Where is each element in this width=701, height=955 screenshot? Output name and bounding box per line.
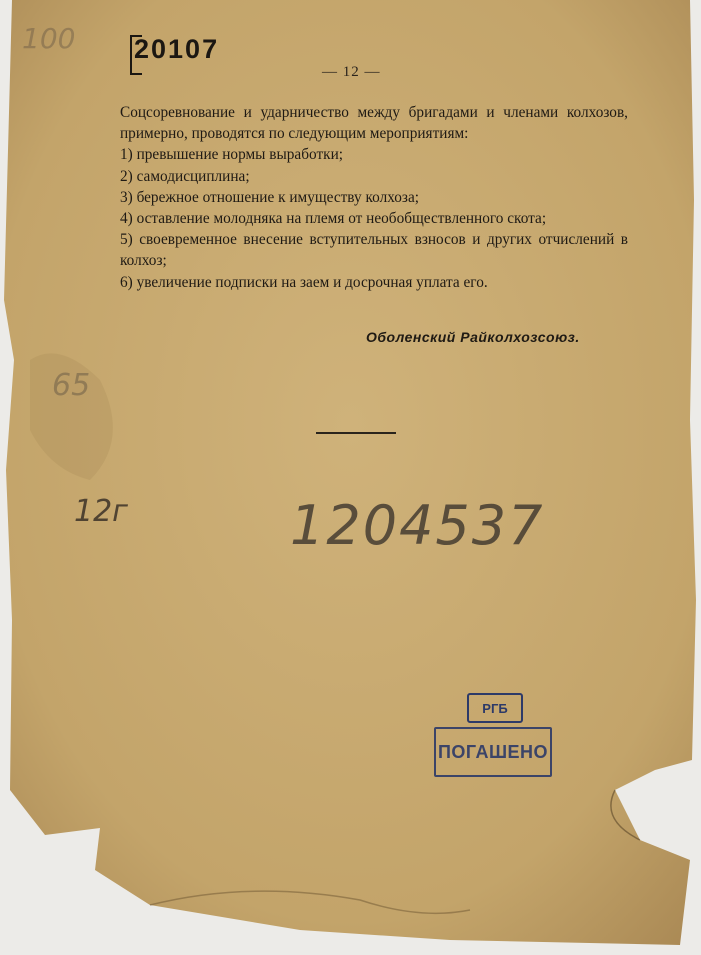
handwritten-catalog-number: 1204537 [290,494,545,557]
cancelled-stamp: ПОГАШЕНО [434,727,552,777]
handwritten-note-lower: 12г [74,494,128,529]
list-item: 1) превышение нормы выработки; [120,146,343,164]
list-item: 4) оставление молодняка на племя от необобществленного скота; [120,210,547,228]
body-text [120,102,628,293]
list-item: 5) своевременное внесение вступительных взносов и других отчислений в колхоз; [120,231,628,270]
signature: Оболенский Райколхозсоюз. [366,329,580,345]
handwritten-note-top: 100 [22,22,76,55]
intro-paragraph: Соцсоревнование и ударничество между бригадами и членами колхозов, примерно, проводятся по следующим мероприятиям: [120,104,628,143]
inventory-number: 20107 [134,34,220,64]
list-item: 6) увеличение подписки на заем и досрочная уплата его. [120,273,488,291]
list-item: 2) самодисциплина; [120,167,250,185]
library-stamp: РГБ [467,693,523,723]
handwritten-note-margin: 65 [52,368,91,403]
page-number: — 12 — [322,64,381,80]
list-item: 3) бережное отношение к имуществу колхоза; [120,188,419,206]
divider [316,432,396,434]
